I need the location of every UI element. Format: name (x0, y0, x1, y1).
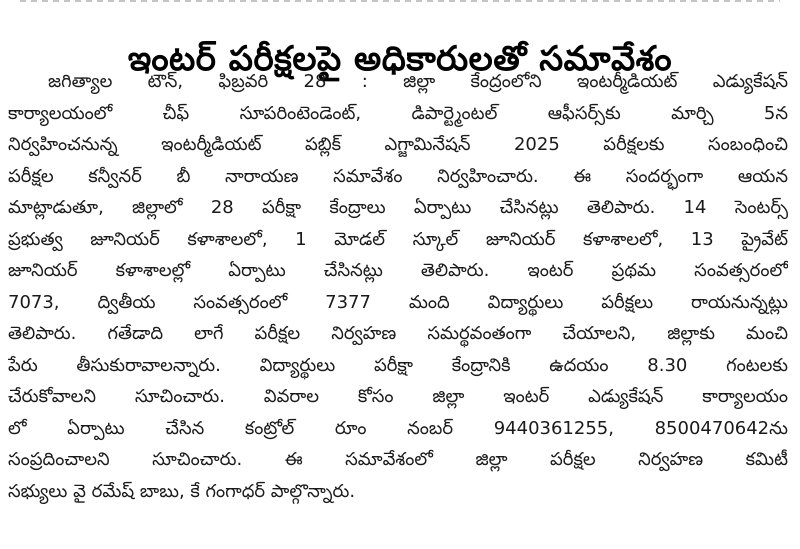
article-line: పేరు తీసుకురావాలన్నారు. విద్యార్థులు పరీక్షా కేంద్రానికి ఉదయం 8.30 గంటలకు (8, 354, 788, 376)
article-line: సంప్రదించాలని సూచించారు. ఈ సమావేశంలో జిల్లా పరీక్షల నిర్వహణ కమిటీ (8, 449, 788, 470)
article-line: సభ్యులు వై రమేష్ బాబు, కే గంగాధర్ పాల్గొన్నారు. (8, 480, 356, 502)
article-line: జూనియర్ కళాశాలల్లో ఏర్పాటు చేసినట్లు తెలిపారు. ఇంటర్ ప్రథమ సంవత్సరంలో (8, 260, 788, 281)
article-body (8, 66, 788, 507)
article-line: జగిత్యాల టౌన్, ఫిబ్రవరి 28 : జిల్లా కేంద్రంలోని ఇంటర్మీడియట్ ఎడ్యుకేషన్ (48, 71, 788, 92)
article-line: నిర్వహించనున్న ఇంటర్మీడియట్ పబ్లిక్ ఎగ్జామినేషన్ 2025 పరీక్షలకు సంబంధించి (8, 134, 788, 155)
article-line: కార్యాలయంలో చీఫ్ సూపరింటెండెంట్, డిపార్ట్మెంటల్ ఆఫీసర్స్‌కు మార్చి 5న (8, 102, 788, 124)
article-line: ప్రభుత్వ జూనియర్ కళాశాలలో, 1 మోడల్ స్కూల్ జూనియర్ కళాశాలలో, 13 ప్రైవేట్ (8, 228, 788, 250)
article-line: చేరుకోవాలని సూచించారు. వివరాల కోసం జిల్లా ఇంటర్ ఎడ్యుకేషన్ కార్యాలయం (8, 386, 788, 407)
article-line: పరీక్షల కన్వీనర్ బీ నారాయణ సమావేశం నిర్వహించారు. ఈ సందర్భంగా ఆయన (8, 165, 788, 187)
article-line: లో ఏర్పాటు చేసిన కంట్రోల్ రూం నంబర్ 9440361255, 8500470642ను (8, 417, 788, 439)
article-line: మాట్లాడుతూ, జిల్లాలో 28 పరీక్షా కేంద్రాలు ఏర్పాటు చేసినట్లు తెలిపారు. 14 సెంటర్స్ (8, 197, 788, 218)
article-line: 7073, ద్వితీయ సంవత్సరంలో 7377 మంది విద్యార్థులు పరీక్షలు రాయనున్నట్లు (8, 291, 788, 313)
article-line: తెలిపారు. గతేడాది లాగే పరీక్షల నిర్వహణ సమర్థవంతంగా చేయాలని, జిల్లాకు మంచి (8, 323, 788, 344)
clipping-top-edge (0, 0, 800, 6)
article-headline: ఇంటర్ పరీక్షలపై అధికారులతో సమావేశం (127, 38, 673, 79)
